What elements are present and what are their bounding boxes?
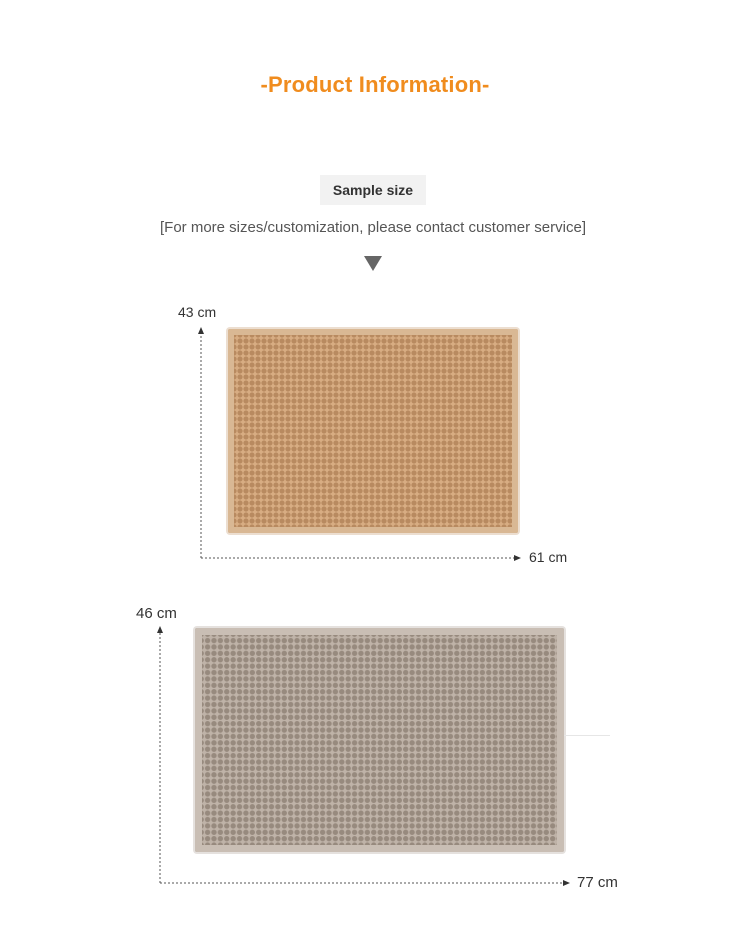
- divider-line: [564, 735, 610, 736]
- rug-grey-image: [195, 628, 564, 852]
- rug-2-height-arrowhead: [157, 626, 163, 633]
- rug-tan-image: [228, 329, 518, 533]
- rug-1-height-label: 43 cm: [178, 304, 217, 320]
- sample-size-badge: Sample size: [320, 175, 426, 205]
- rug-1-height-arrowhead: [198, 327, 204, 334]
- rug-2-height-label: 46 cm: [136, 605, 177, 622]
- rug-1-width-label: 61 cm: [529, 549, 568, 565]
- page-title: -Product Information-: [260, 72, 490, 97]
- rug-1-width-arrowhead: [514, 555, 521, 561]
- rug-2-width-label: 77 cm: [577, 874, 618, 891]
- rug-2-width-arrowhead: [563, 880, 570, 886]
- customization-note: [For more sizes/customization, please contact customer service]: [160, 219, 586, 236]
